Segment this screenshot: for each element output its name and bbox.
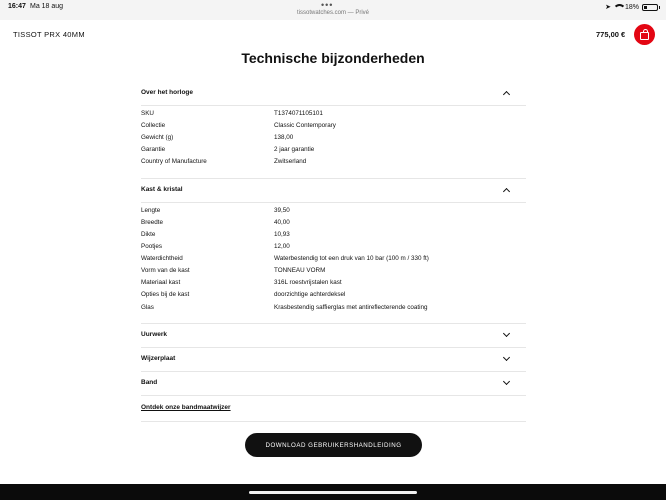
spec-value: 316L roestvrijstalen kast bbox=[274, 279, 342, 286]
accordion-about-title: Over het horloge bbox=[141, 89, 194, 96]
accordion-case[interactable] bbox=[141, 179, 526, 203]
chevron-down-icon bbox=[503, 354, 510, 361]
spec-row bbox=[141, 279, 526, 291]
section-divider bbox=[141, 421, 526, 422]
spec-key: Opties bij de kast bbox=[141, 291, 190, 298]
spec-row bbox=[141, 122, 526, 134]
spec-value: Waterbestendig tot een druk van 10 bar (100 m / 330 ft) bbox=[274, 255, 429, 262]
chevron-down-icon bbox=[503, 330, 510, 337]
spec-row bbox=[141, 110, 526, 122]
spec-row bbox=[141, 304, 526, 316]
spec-value: Krasbestendig saffierglas met antireflecterende coating bbox=[274, 304, 428, 311]
chevron-up-icon bbox=[503, 188, 510, 195]
spec-row bbox=[141, 158, 526, 170]
spec-key: Glas bbox=[141, 304, 154, 311]
spec-row bbox=[141, 267, 526, 279]
accordion-case-title: Kast & kristal bbox=[141, 186, 183, 193]
spec-key: Collectie bbox=[141, 122, 166, 129]
spec-row bbox=[141, 255, 526, 267]
accordion-strap-title: Band bbox=[141, 379, 158, 386]
wifi-icon bbox=[613, 4, 622, 11]
battery-icon bbox=[642, 4, 658, 11]
spec-value: doorzichtige achterdeksel bbox=[274, 291, 346, 298]
sticky-product-header bbox=[0, 20, 666, 48]
spec-row bbox=[141, 207, 526, 219]
spec-value: TONNEAU VORM bbox=[274, 267, 326, 274]
accordion-movement-title: Uurwerk bbox=[141, 331, 168, 338]
spec-value: T1374071105101 bbox=[274, 110, 323, 117]
spec-row bbox=[141, 219, 526, 231]
accordion-strap[interactable] bbox=[141, 372, 526, 396]
spec-key: Gewicht (g) bbox=[141, 134, 174, 141]
status-bar bbox=[0, 0, 666, 20]
spec-key: Materiaal kast bbox=[141, 279, 181, 286]
spec-key: Breedte bbox=[141, 219, 164, 226]
more-dots-icon[interactable]: ••• bbox=[321, 0, 334, 10]
spec-row bbox=[141, 146, 526, 158]
status-date: Ma 18 aug bbox=[30, 3, 64, 10]
shopping-bag-icon bbox=[640, 32, 649, 40]
spec-value: 138,00 bbox=[274, 134, 294, 141]
download-manual-button[interactable]: DOWNLOAD GEBRUIKERSHANDLEIDING bbox=[245, 433, 422, 457]
spec-row bbox=[141, 243, 526, 255]
accordion-dial[interactable] bbox=[141, 348, 526, 372]
spec-key: Country of Manufacture bbox=[141, 158, 207, 165]
spec-value: 12,00 bbox=[274, 243, 290, 250]
spec-value: 2 jaar garantie bbox=[274, 146, 315, 153]
spec-key: Dikte bbox=[141, 231, 156, 238]
add-to-cart-button[interactable] bbox=[634, 24, 655, 45]
location-icon: ➤ bbox=[605, 4, 610, 11]
spec-key: Vorm van de kast bbox=[141, 267, 190, 274]
status-right bbox=[605, 3, 658, 11]
spec-row bbox=[141, 231, 526, 243]
spec-key: SKU bbox=[141, 110, 154, 117]
spec-key: Garantie bbox=[141, 146, 166, 153]
accordion-about[interactable] bbox=[141, 82, 526, 106]
product-name: TISSOT PRX 40MM bbox=[13, 30, 85, 39]
spec-value: Classic Contemporary bbox=[274, 122, 336, 129]
address-bar[interactable]: tissotwatches.com — Privé bbox=[296, 10, 370, 16]
battery-percent: 18% bbox=[624, 3, 639, 11]
chevron-down-icon bbox=[503, 378, 510, 385]
product-price: 775,00 € bbox=[596, 30, 626, 39]
page-title: Technische bijzonderheden bbox=[241, 50, 425, 66]
home-indicator[interactable] bbox=[249, 491, 417, 494]
spec-key: Waterdichtheid bbox=[141, 255, 183, 262]
spec-value: 40,00 bbox=[274, 219, 290, 226]
status-time: 16:47 bbox=[8, 3, 26, 10]
spec-key: Lengte bbox=[141, 207, 161, 214]
spec-value: 10,93 bbox=[274, 231, 290, 238]
spec-value: Zwitserland bbox=[274, 158, 307, 165]
spec-row bbox=[141, 134, 526, 146]
accordion-dial-title: Wijzerplaat bbox=[141, 355, 176, 362]
spec-row bbox=[141, 291, 526, 303]
chevron-up-icon bbox=[503, 91, 510, 98]
spec-value: 39,50 bbox=[274, 207, 290, 214]
spec-key: Pootjes bbox=[141, 243, 163, 250]
strap-size-guide-link[interactable]: Ontdek onze bandmaatwijzer bbox=[141, 404, 231, 411]
accordion-movement[interactable] bbox=[141, 324, 526, 348]
